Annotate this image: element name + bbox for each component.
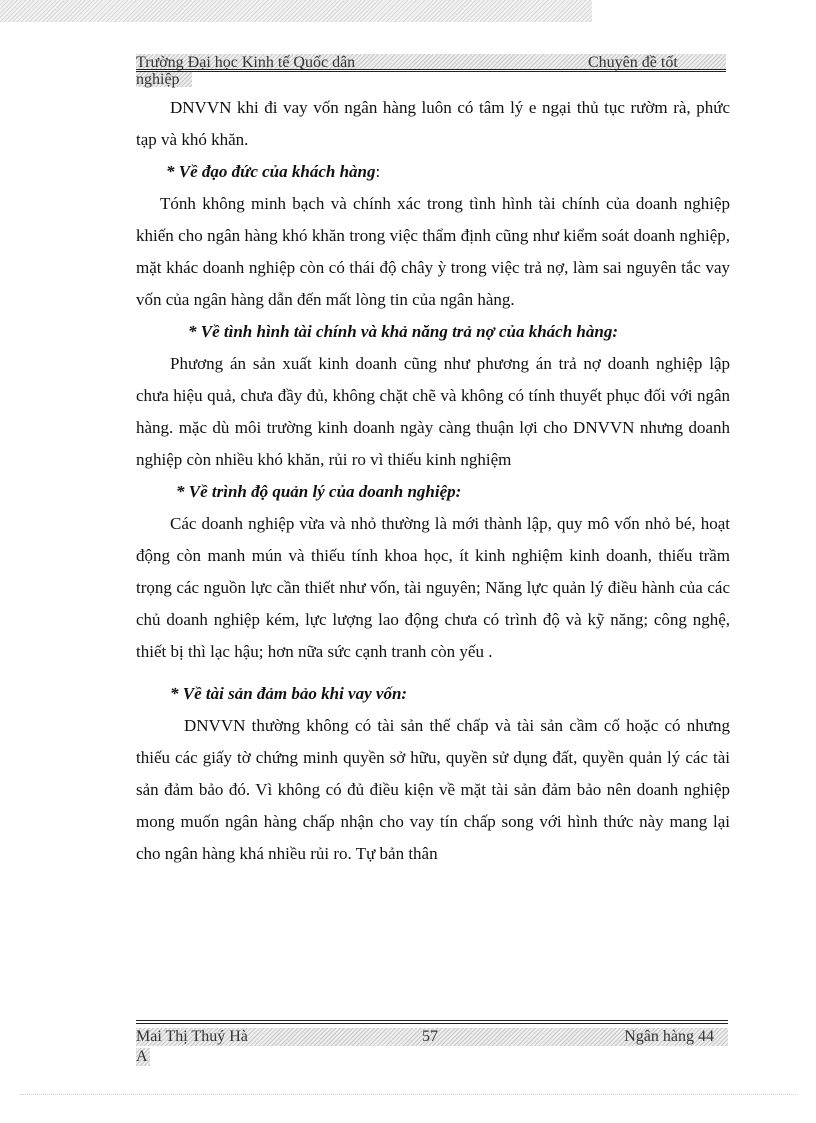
footer-page-number: 57	[422, 1028, 438, 1045]
header-university: Trường Đại học Kinh tế Quốc dân	[136, 54, 356, 71]
heading-ethics-colon: :	[375, 162, 381, 181]
footer-rule-top	[136, 1020, 728, 1021]
header-thesis-label: Chuyên đề tốt	[588, 54, 678, 71]
paragraph-2: Tónh không minh bạch và chính xác trong tình hình tài chính của doanh nghiệp khiến cho ngân hàng khó khăn trong việc thẩm định cũng như kiểm soát doanh nghiệp, mặt khác doanh nghiệp còn có thái độ chây ỳ trong việc trả nợ, làm sai nguyên tắc vay vốn của ngân hàng dẫn đến mất lòng tin của ngân hàng.	[136, 194, 730, 309]
page-header	[136, 52, 726, 92]
header-thesis-label-cont: nghiệp	[136, 71, 180, 88]
bottom-dotted-line	[20, 1094, 796, 1095]
paragraph-1: DNVVN khi đi vay vốn ngân hàng luôn có tâm lý e ngại thủ tục rườm rà, phức tạp và khó khăn.	[136, 98, 730, 149]
heading-management: * Về trình độ quản lý của doanh nghiệp:	[176, 482, 462, 501]
header-rule-bottom	[136, 71, 726, 72]
heading-ethics-text: * Về đạo đức của khách hàng	[166, 162, 376, 181]
paragraph-4: Các doanh nghiệp vừa và nhỏ thường là mới thành lập, quy mô vốn nhỏ bé, hoạt động còn manh mún và thiếu tính khoa học, ít kinh nghiệm kinh doanh, thiếu trầm trọng các nguồn lực cần thiết như vốn, tài nguyên; Năng lực quản lý điều hành của các chủ doanh nghiệp kém, lực lượng lao động chưa có trình độ và kỹ năng; công nghệ, thiết bị thì lạc hậu; hơn nữa sức cạnh tranh còn yếu .	[136, 514, 730, 661]
paragraph-3: Phương án sản xuất kinh doanh cũng như phương án trả nợ doanh nghiệp lập chưa hiệu quả, chưa đầy đủ, không chặt chẽ và không có tính thuyết phục đối với ngân hàng. mặc dù môi trường kinh doanh ngày càng thuận lợi cho DNVVN nhưng doanh nghiệp còn nhiều khó khăn, rủi ro vì thiếu kinh nghiệm	[136, 354, 730, 469]
footer-author-cont: A	[136, 1048, 148, 1065]
footer-course: Ngân hàng 44	[624, 1028, 714, 1045]
heading-collateral: * Về tài sản đảm bảo khi vay vốn:	[170, 684, 408, 703]
footer-author: Mai Thị Thuý Hà	[136, 1028, 248, 1045]
page-footer	[136, 1016, 728, 1072]
footer-rule-bottom	[136, 1023, 728, 1024]
header-rule-top	[136, 69, 726, 70]
heading-ethics	[136, 156, 730, 188]
page-body	[136, 92, 730, 870]
top-hatch-band	[0, 0, 592, 22]
heading-finance: * Về tình hình tài chính và khả năng trả nợ của khách hàng:	[188, 322, 619, 341]
paragraph-5: DNVVN thường không có tài sản thế chấp và tài sản cầm cố hoặc có nhưng thiếu các giấy tờ chứng minh quyền sở hữu, quyền sử dụng đất, quyền quản lý các tài sản đảm bảo đó. Vì không có đủ điều kiện về mặt tài sản đảm bảo nên doanh nghiệp mong muốn ngân hàng chấp nhận cho vay tín chấp song với hình thức này mang lại cho ngân hàng khá nhiều rủi ro. Tự bản thân	[136, 716, 730, 863]
